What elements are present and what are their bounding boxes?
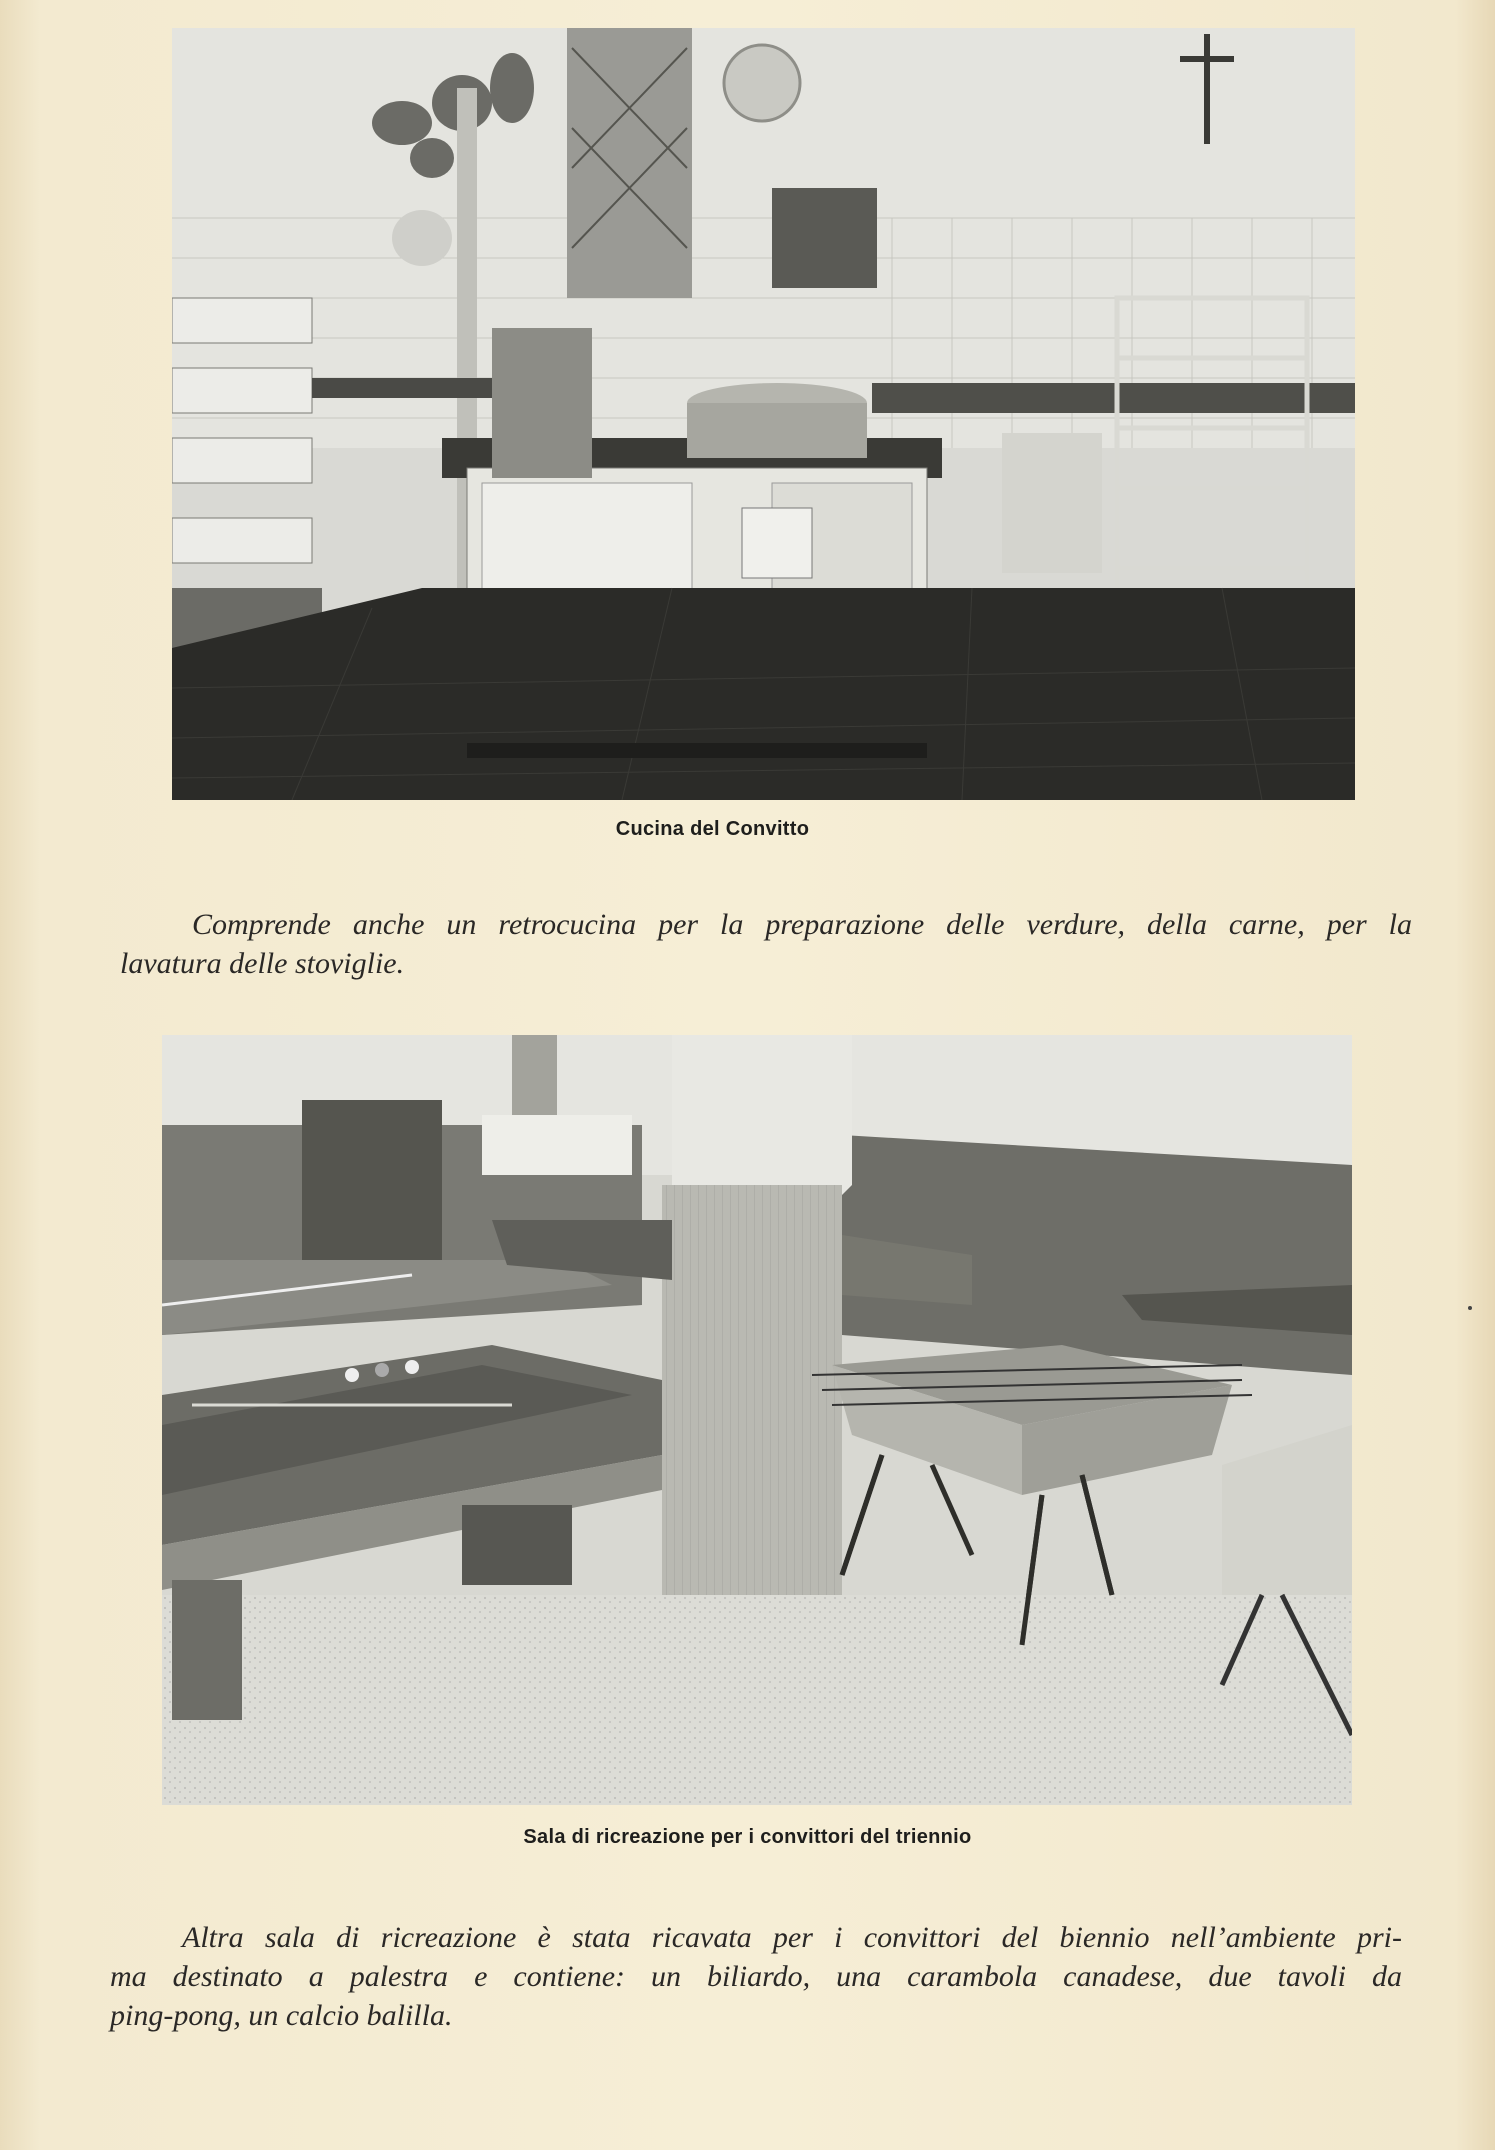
recreation-room-photo — [162, 1035, 1352, 1805]
paragraph-line: Comprende anche un retrocucina per la preparazione delle verdure, della carne, per la — [192, 908, 1412, 941]
speck — [1468, 1306, 1472, 1310]
paragraph-line: ping-pong, un calcio balilla. — [110, 1999, 453, 2032]
photo-caption: Sala di ricreazione per i convittori del triennio — [523, 1826, 972, 1848]
paragraph-line: Altra sala di ricreazione è stata ricavata per i convittori del biennio nell’ambiente pri- — [182, 1921, 1402, 1954]
photo-caption: Cucina del Convitto — [615, 818, 810, 840]
paragraph — [110, 1918, 1402, 2035]
paragraph-line: ma destinato a palestra e contiene: un biliardo, una carambola canadese, due tavoli da — [110, 1960, 1402, 1993]
kitchen-photo — [172, 28, 1355, 800]
paragraph-line: lavatura delle stoviglie. — [120, 947, 405, 980]
paragraph — [120, 905, 1412, 983]
